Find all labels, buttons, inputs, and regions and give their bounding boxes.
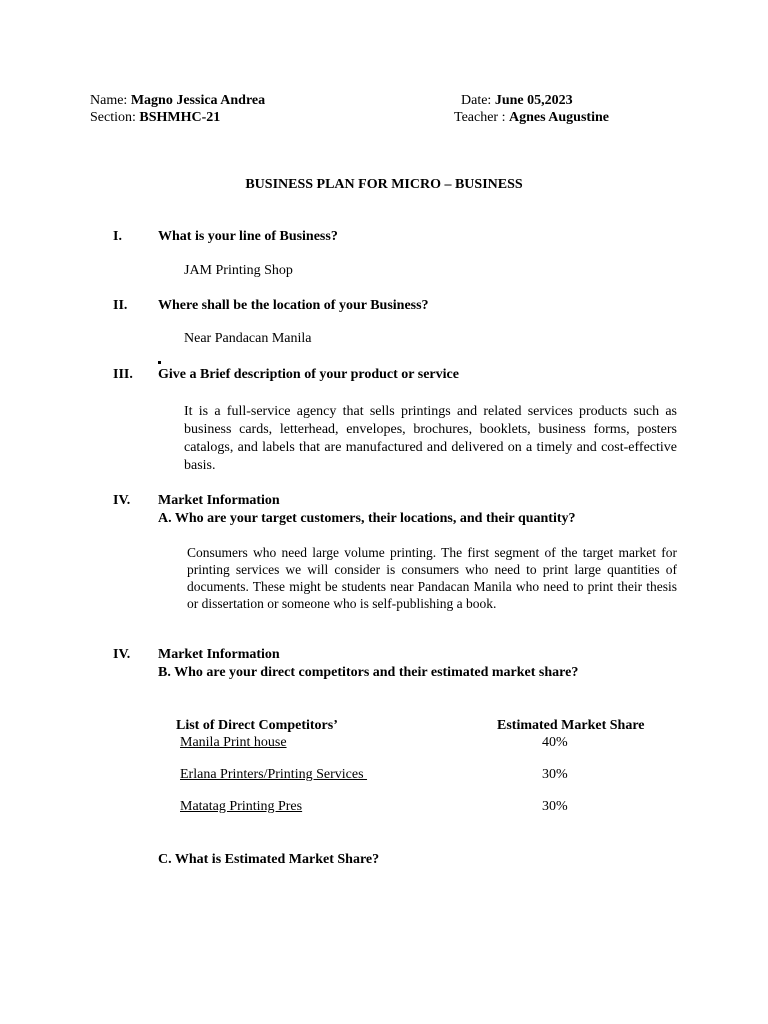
market-share-column-header: Estimated Market Share (497, 718, 645, 733)
teacher-label: Teacher : (454, 110, 506, 125)
section-2-answer: Near Pandacan Manila (184, 331, 312, 346)
section-3-question: Give a Brief description of your product or service (158, 367, 459, 382)
section-4b-number: IV. (113, 647, 131, 662)
competitor-name: Erlana Printers/Printing Services (180, 767, 368, 782)
section-2-question: Where shall be the location of your Business? (158, 298, 429, 313)
name-value: Magno Jessica Andrea (130, 93, 266, 108)
competitor-name: Matatag Printing Pres (180, 799, 303, 814)
section-line (90, 109, 220, 126)
section-2-number: II. (113, 298, 128, 313)
section-3-number: III. (113, 367, 133, 382)
name-label: Name: (90, 93, 128, 108)
section-3-answer: It is a full-service agency that sells printings and related services products such as business cards, letterhead, envelopes, brochures, booklets, business forms, posters catalogs, and labels that are manufactured and delivered on a timely and cost-effective basis. (184, 404, 677, 473)
competitor-share: 30% (542, 767, 568, 782)
section-4a-subheading: A. Who are your target customers, their locations, and their quantity? (158, 511, 576, 526)
competitor-name: Manila Print house (180, 735, 287, 750)
name-line (90, 92, 265, 109)
section-value: BSHMHC-21 (139, 110, 221, 125)
section-4b-subheading: B. Who are your direct competitors and their estimated market share? (158, 665, 579, 680)
date-label: Date: (461, 93, 492, 108)
competitor-share: 30% (542, 799, 568, 814)
teacher-line (454, 109, 609, 126)
competitors-column-header: List of Direct Competitors’ (176, 718, 338, 733)
date-value: June 05,2023 (494, 93, 573, 108)
section-1-answer: JAM Printing Shop (184, 263, 293, 278)
date-line (461, 92, 573, 109)
section-4a-answer: Consumers who need large volume printing. The first segment of the target market for printing services we will consider is consumers who need to print large quantities of documents. These might be students near Pandacan Manila who need to print their thesis or dissertation or someone who is self-publishing a book. (187, 545, 677, 611)
section-4b-heading: Market Information (158, 647, 280, 662)
section-1-number: I. (113, 229, 122, 244)
section-1-question: What is your line of Business? (158, 229, 338, 244)
teacher-value: Agnes Augustine (508, 110, 609, 125)
section-4a-number: IV. (113, 493, 131, 508)
stray-mark (158, 361, 161, 364)
section-label: Section: (90, 110, 136, 125)
competitor-share: 40% (542, 735, 568, 750)
section-4a-heading: Market Information (158, 493, 280, 508)
section-c-question: C. What is Estimated Market Share? (158, 852, 380, 867)
page-title: BUSINESS PLAN FOR MICRO – BUSINESS (245, 177, 523, 192)
